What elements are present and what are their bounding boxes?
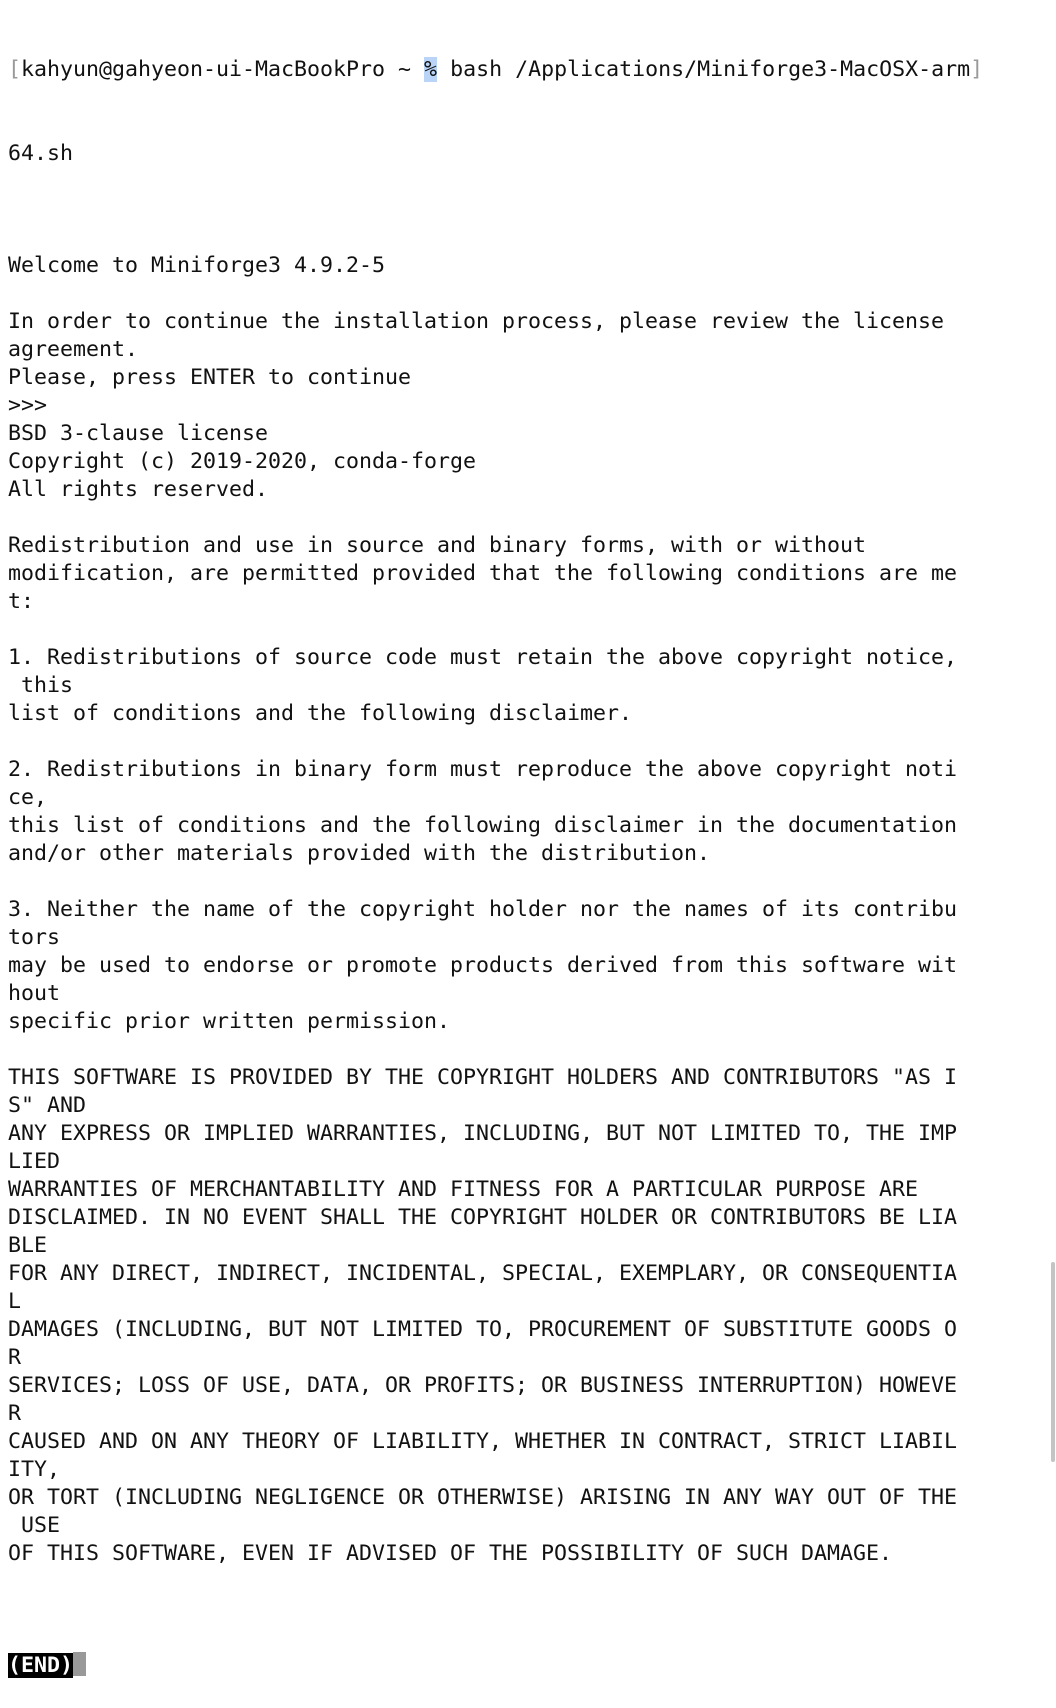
output-line: L — [8, 1289, 22, 1314]
terminal-output[interactable] — [8, 0, 1048, 1708]
command-space — [437, 57, 450, 82]
output-line — [8, 868, 1048, 896]
output-line: LIED — [8, 1149, 61, 1174]
prompt-symbol: % — [424, 57, 438, 82]
mark-start: [ — [8, 57, 22, 82]
command-text: bash /Applications/Miniforge3-MacOSX-arm — [450, 57, 971, 82]
output-line — [8, 224, 1048, 252]
output-line: tors — [8, 925, 61, 950]
output-line: Redistribution and use in source and binary forms, with or without — [8, 533, 867, 558]
command-wrap-line: 64.sh — [8, 141, 74, 166]
output-line: ce, — [8, 785, 48, 810]
pager-status-line — [8, 1652, 1048, 1680]
output-line: this — [8, 673, 74, 698]
output-line: All rights reserved. — [8, 477, 269, 502]
output-line — [8, 1036, 1048, 1064]
output-line: list of conditions and the following disclaimer. — [8, 701, 633, 726]
output-line: FOR ANY DIRECT, INDIRECT, INCIDENTAL, SPECIAL, EXEMPLARY, OR CONSEQUENTIA — [8, 1261, 958, 1286]
output-line: USE — [8, 1513, 61, 1538]
output-line: DISCLAIMED. IN NO EVENT SHALL THE COPYRIGHT HOLDER OR CONTRIBUTORS BE LIA — [8, 1205, 958, 1230]
output-line: SERVICES; LOSS OF USE, DATA, OR PROFITS; OR BUSINESS INTERRUPTION) HOWEVE — [8, 1373, 958, 1398]
output-line: In order to continue the installation process, please review the license — [8, 309, 945, 334]
output-line: specific prior written permission. — [8, 1009, 451, 1034]
output-line: agreement. — [8, 337, 139, 362]
output-line: t: — [8, 589, 35, 614]
output-line: 2. Redistributions in binary form must reproduce the above copyright noti — [8, 757, 958, 782]
output-line: 3. Neither the name of the copyright holder nor the names of its contribu — [8, 897, 958, 922]
output-line: BLE — [8, 1233, 48, 1258]
scrollbar[interactable] — [1050, 0, 1056, 1474]
output-line: OR TORT (INCLUDING NEGLIGENCE OR OTHERWISE) ARISING IN ANY WAY OUT OF THE — [8, 1485, 958, 1510]
text-cursor — [73, 1652, 86, 1676]
output-line: 1. Redistributions of source code must retain the above copyright notice, — [8, 645, 958, 670]
prompt-user-host: kahyun@gahyeon-ui-MacBookPro ~ — [21, 57, 425, 82]
output-line — [8, 280, 1048, 308]
output-line: and/or other materials provided with the distribution. — [8, 841, 711, 866]
output-line: Welcome to Miniforge3 4.9.2-5 — [8, 253, 386, 278]
scrollbar-thumb[interactable] — [1051, 1262, 1055, 1462]
output-line: ANY EXPRESS OR IMPLIED WARRANTIES, INCLUDING, BUT NOT LIMITED TO, THE IMP — [8, 1121, 958, 1146]
output-line — [8, 728, 1048, 756]
output-line: S" AND — [8, 1093, 87, 1118]
output-line: Please, press ENTER to continue — [8, 365, 412, 390]
output-line: >>> — [8, 393, 48, 418]
output-line: R — [8, 1345, 22, 1370]
output-line: this list of conditions and the following disclaimer in the documentation — [8, 813, 958, 838]
output-line: R — [8, 1401, 22, 1426]
output-line: DAMAGES (INCLUDING, BUT NOT LIMITED TO, PROCUREMENT OF SUBSTITUTE GOODS O — [8, 1317, 958, 1342]
output-line: Copyright (c) 2019-2020, conda-forge — [8, 449, 477, 474]
output-line: modification, are permitted provided that the following conditions are me — [8, 561, 958, 586]
prompt-line — [8, 56, 1048, 84]
output-line: may be used to endorse or promote products derived from this software wit — [8, 953, 958, 978]
mark-end: ] — [970, 57, 984, 82]
output-line — [8, 504, 1048, 532]
license-text — [8, 224, 1048, 1596]
output-line — [8, 1568, 1048, 1596]
output-line: WARRANTIES OF MERCHANTABILITY AND FITNESS FOR A PARTICULAR PURPOSE ARE — [8, 1177, 919, 1202]
pager-end-label: (END) — [8, 1653, 74, 1678]
output-line: ITY, — [8, 1457, 61, 1482]
output-line: OF THIS SOFTWARE, EVEN IF ADVISED OF THE POSSIBILITY OF SUCH DAMAGE. — [8, 1541, 893, 1566]
output-line: THIS SOFTWARE IS PROVIDED BY THE COPYRIGHT HOLDERS AND CONTRIBUTORS "AS I — [8, 1065, 958, 1090]
output-line: CAUSED AND ON ANY THEORY OF LIABILITY, WHETHER IN CONTRACT, STRICT LIABIL — [8, 1429, 958, 1454]
output-line: BSD 3-clause license — [8, 421, 269, 446]
output-line — [8, 616, 1048, 644]
output-line: hout — [8, 981, 61, 1006]
